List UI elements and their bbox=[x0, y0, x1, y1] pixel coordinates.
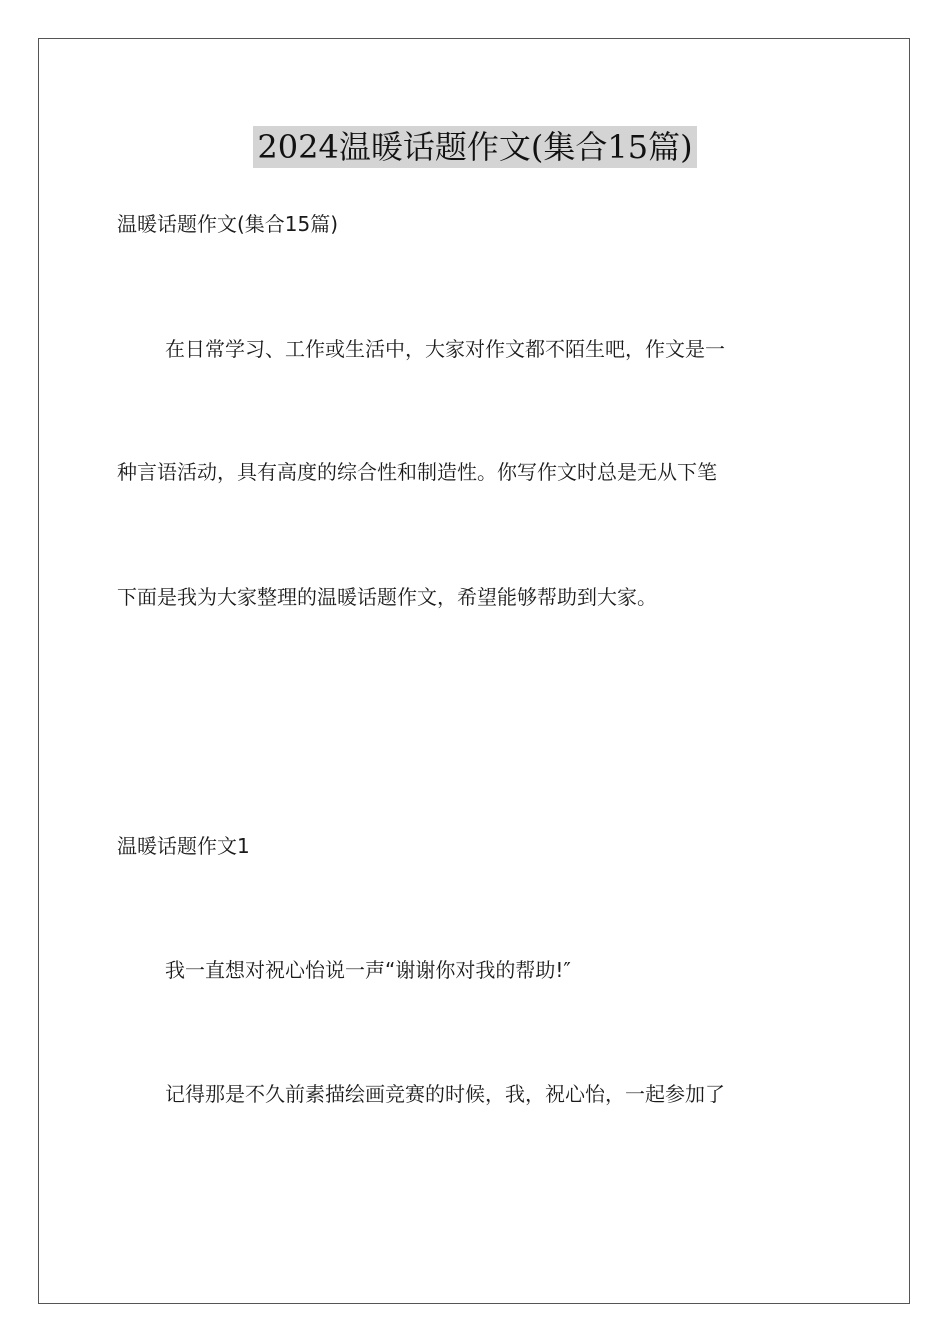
intro-line-2: 种言语活动，具有高度的综合性和制造性。你写作文时总是无从下笔 bbox=[117, 460, 717, 484]
section-heading: 温暖话题作文1 bbox=[117, 834, 250, 858]
intro-line-1: 在日常学习、工作或生活中，大家对作文都不陌生吧，作文是一 bbox=[165, 337, 725, 361]
document-subtitle: 温暖话题作文(集合15篇) bbox=[117, 212, 339, 236]
body-line-1: 我一直想对祝心怡说一声“谢谢你对我的帮助!″ bbox=[165, 958, 571, 982]
title-container bbox=[0, 126, 950, 168]
document-title: 2024温暖话题作文(集合15篇) bbox=[253, 126, 696, 168]
intro-line-3: 下面是我为大家整理的温暖话题作文，希望能够帮助到大家。 bbox=[117, 585, 657, 609]
body-line-2: 记得那是不久前素描绘画竞赛的时候，我，祝心怡，一起参加了 bbox=[165, 1082, 725, 1106]
